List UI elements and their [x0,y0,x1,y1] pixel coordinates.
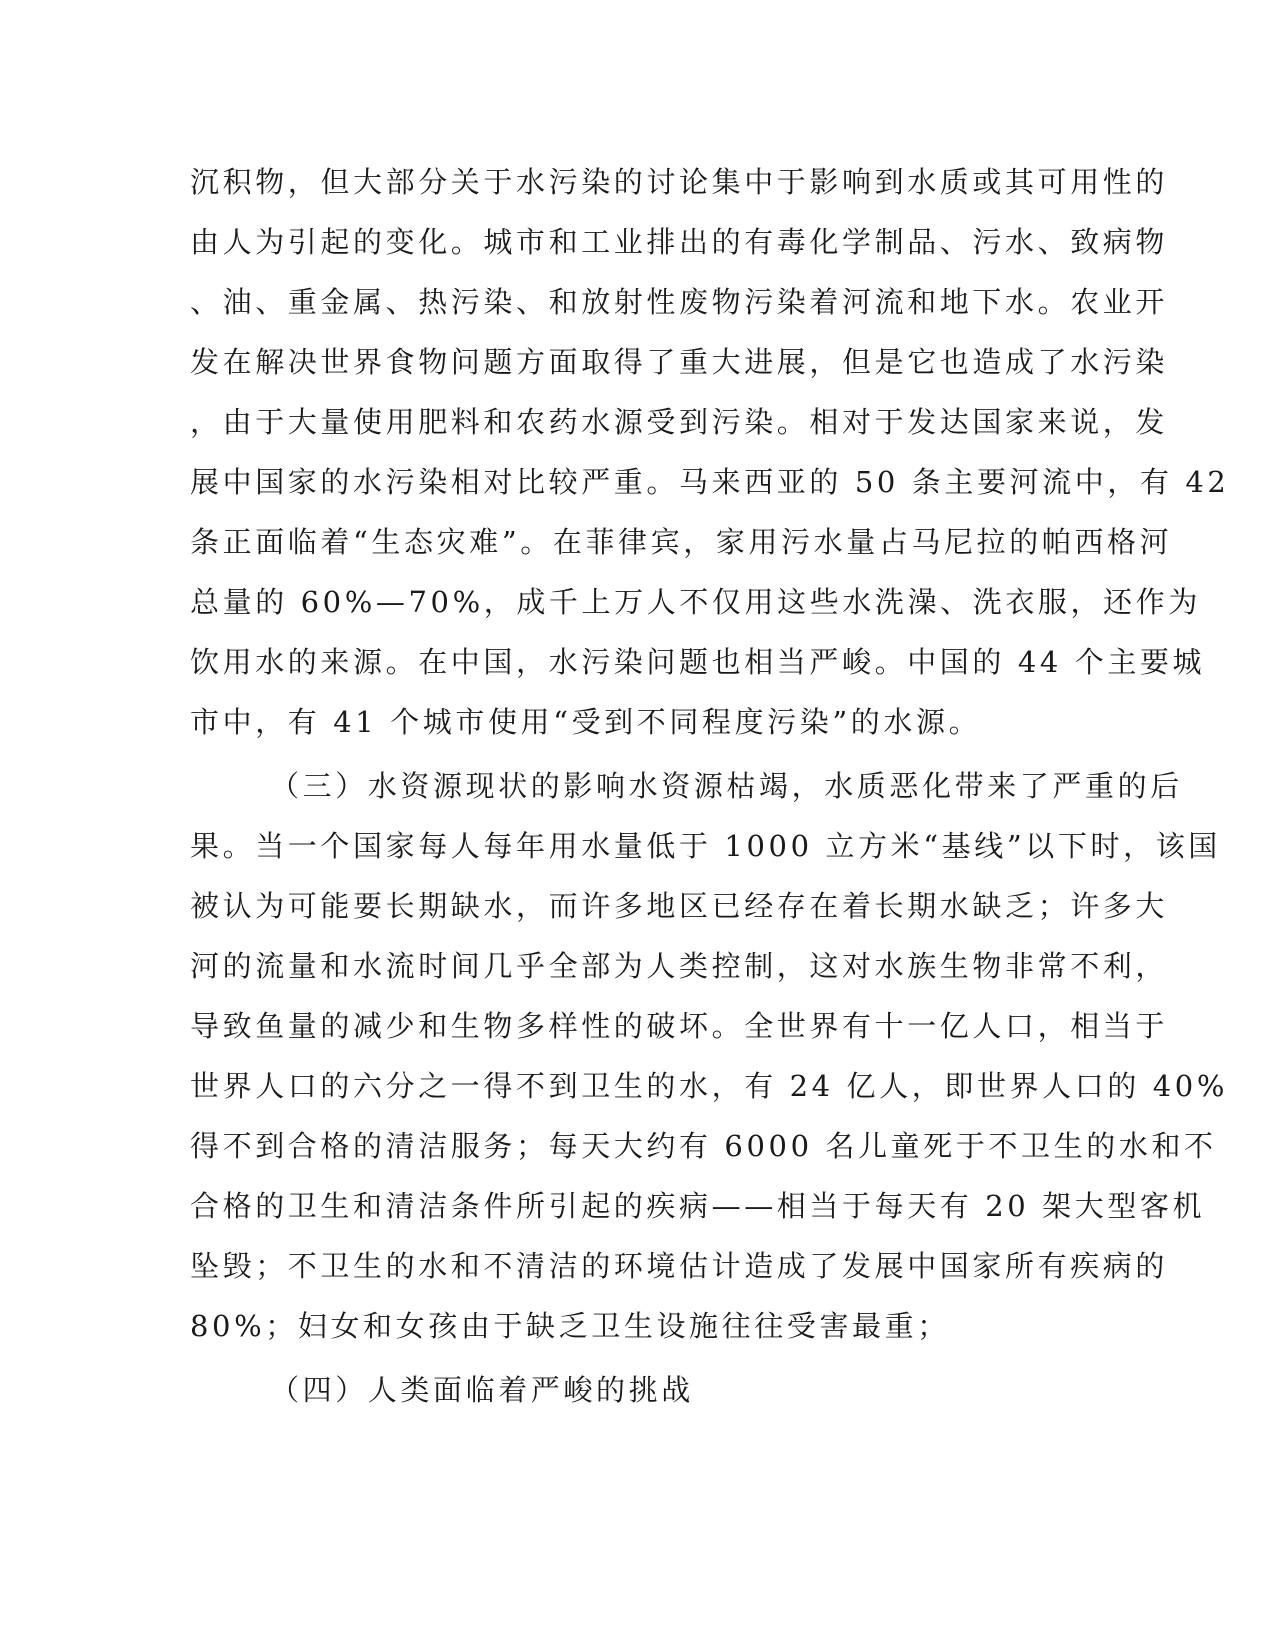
section-heading: （四）人类面临着严峻的挑战 [270,1373,694,1407]
paragraph-2-line-1: （三）水资源现状的影响水资源枯竭，水质恶化带来了严重的后 [270,769,1183,803]
paragraph-1-line-3: 、油、重金属、热污染、和放射性废物污染着河流和地下水。农业开 [190,285,1169,319]
paragraph-1-line-2: 由人为引起的变化。城市和工业排出的有毒化学制品、污水、致病物 [190,225,1169,259]
paragraph-2-line-7: 得不到合格的清洁服务；每天大约有 6000 名儿童死于不卫生的水和不 [190,1129,1217,1163]
paragraph-1-line-10: 市中，有 41 个城市使用“受到不同程度污染”的水源。 [190,705,982,739]
paragraph-1-line-6: 展中国家的水污染相对比较严重。马来西亚的 50 条主要河流中，有 42 [190,465,1230,499]
paragraph-2-line-3: 被认为可能要长期缺水，而许多地区已经存在着长期水缺乏；许多大 [190,889,1169,923]
paragraph-1-line-5: ，由于大量使用肥料和农药水源受到污染。相对于发达国家来说，发 [190,405,1169,439]
paragraph-1-line-4: 发在解决世界食物问题方面取得了重大进展，但是它也造成了水污染 [190,345,1169,379]
paragraph-2-line-10: 80%；妇女和女孩由于缺乏卫生设施往往受害最重； [190,1309,950,1343]
paragraph-2-line-6: 世界人口的六分之一得不到卫生的水，有 24 亿人，即世界人口的 40% [190,1069,1229,1103]
paragraph-2-line-9: 坠毁；不卫生的水和不清洁的环境估计造成了发展中国家所有疾病的 [190,1249,1169,1283]
paragraph-1-line-7: 条正面临着“生态灾难”。在菲律宾，家用污水量占马尼拉的帕西格河 [190,525,1173,559]
paragraph-1-line-1: 沉积物，但大部分关于水污染的讨论集中于影响到水质或其可用性的 [190,165,1169,199]
paragraph-1-line-8: 总量的 60%—70%，成千上万人不仅用这些水洗澡、洗衣服，还作为 [190,585,1201,619]
paragraph-2-line-4: 河的流量和水流时间几乎全部为人类控制，这对水族生物非常不利， [190,949,1169,983]
paragraph-2-line-8: 合格的卫生和清洁条件所引起的疾病——相当于每天有 20 架大型客机 [190,1189,1206,1223]
paragraph-2-line-2: 果。当一个国家每人每年用水量低于 1000 立方米“基线”以下时，该国 [190,829,1221,863]
paragraph-2-line-5: 导致鱼量的减少和生物多样性的破坏。全世界有十一亿人口，相当于 [190,1009,1169,1043]
paragraph-1-line-9: 饮用水的来源。在中国，水污染问题也相当严峻。中国的 44 个主要城 [190,645,1206,679]
